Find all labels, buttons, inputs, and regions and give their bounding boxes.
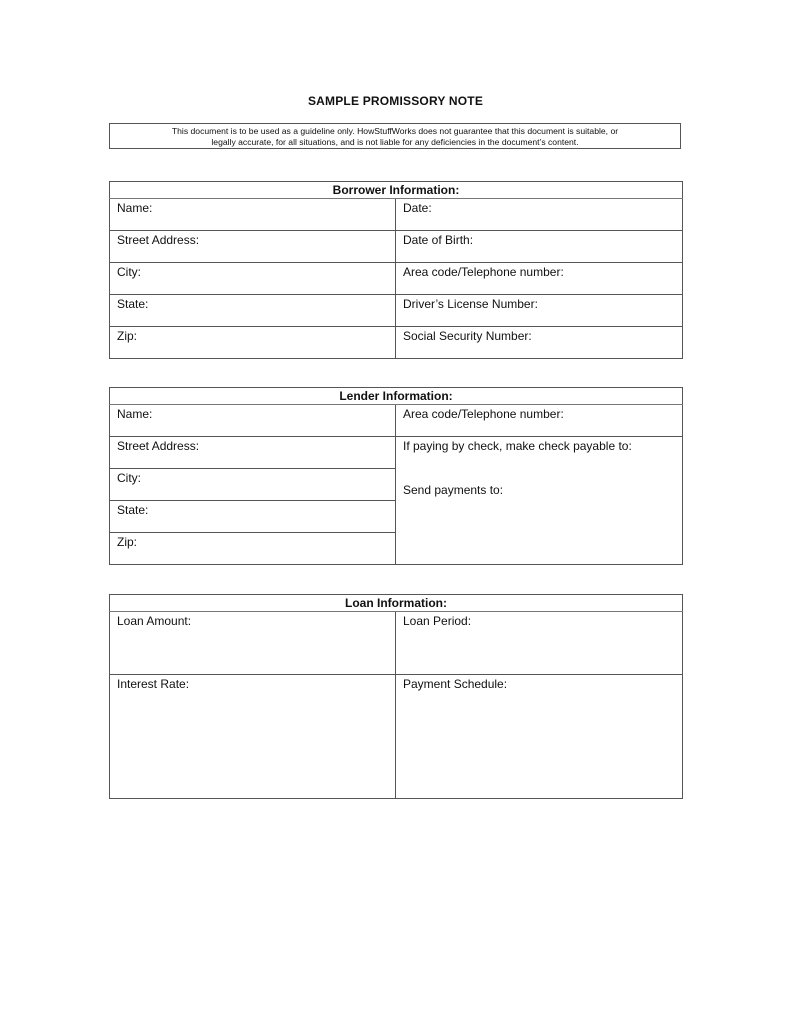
payment-schedule-field[interactable]: Payment Schedule: (396, 675, 683, 799)
disclaimer-line-2: legally accurate, for all situations, and is not liable for any deficiencies in the document’s content. (211, 137, 579, 147)
interest-rate-field[interactable]: Interest Rate: (110, 675, 396, 799)
borrower-section-header: Borrower Information: (110, 182, 683, 199)
loan-amount-field[interactable]: Loan Amount: (110, 612, 396, 675)
send-payments-label: Send payments to: (403, 483, 504, 497)
loan-section-header: Loan Information: (110, 595, 683, 612)
borrower-ssn-field[interactable]: Social Security Number: (396, 327, 683, 359)
borrower-street-address-field[interactable]: Street Address: (110, 231, 396, 263)
lender-payment-instructions-field[interactable] (396, 437, 683, 565)
borrower-name-field[interactable]: Name: (110, 199, 396, 231)
borrower-information-table (109, 181, 683, 359)
borrower-drivers-license-field[interactable]: Driver’s License Number: (396, 295, 683, 327)
lender-street-address-field[interactable]: Street Address: (110, 437, 396, 469)
lender-city-field[interactable]: City: (110, 469, 396, 501)
borrower-zip-field[interactable]: Zip: (110, 327, 396, 359)
borrower-date-of-birth-field[interactable]: Date of Birth: (396, 231, 683, 263)
check-payable-label: If paying by check, make check payable to: (403, 439, 632, 453)
lender-zip-field[interactable]: Zip: (110, 533, 396, 565)
lender-information-table (109, 387, 683, 565)
document-title: SAMPLE PROMISSORY NOTE (307, 94, 484, 108)
lender-state-field[interactable]: State: (110, 501, 396, 533)
borrower-date-field[interactable]: Date: (396, 199, 683, 231)
loan-information-table (109, 594, 683, 799)
lender-section-header: Lender Information: (110, 388, 683, 405)
disclaimer-box (109, 123, 681, 149)
lender-name-field[interactable]: Name: (110, 405, 396, 437)
borrower-phone-field[interactable]: Area code/Telephone number: (396, 263, 683, 295)
loan-period-field[interactable]: Loan Period: (396, 612, 683, 675)
disclaimer-line-1: This document is to be used as a guideline only. HowStuffWorks does not guarantee that this document is suitable, or (171, 126, 619, 136)
borrower-city-field[interactable]: City: (110, 263, 396, 295)
borrower-state-field[interactable]: State: (110, 295, 396, 327)
lender-phone-field[interactable]: Area code/Telephone number: (396, 405, 683, 437)
